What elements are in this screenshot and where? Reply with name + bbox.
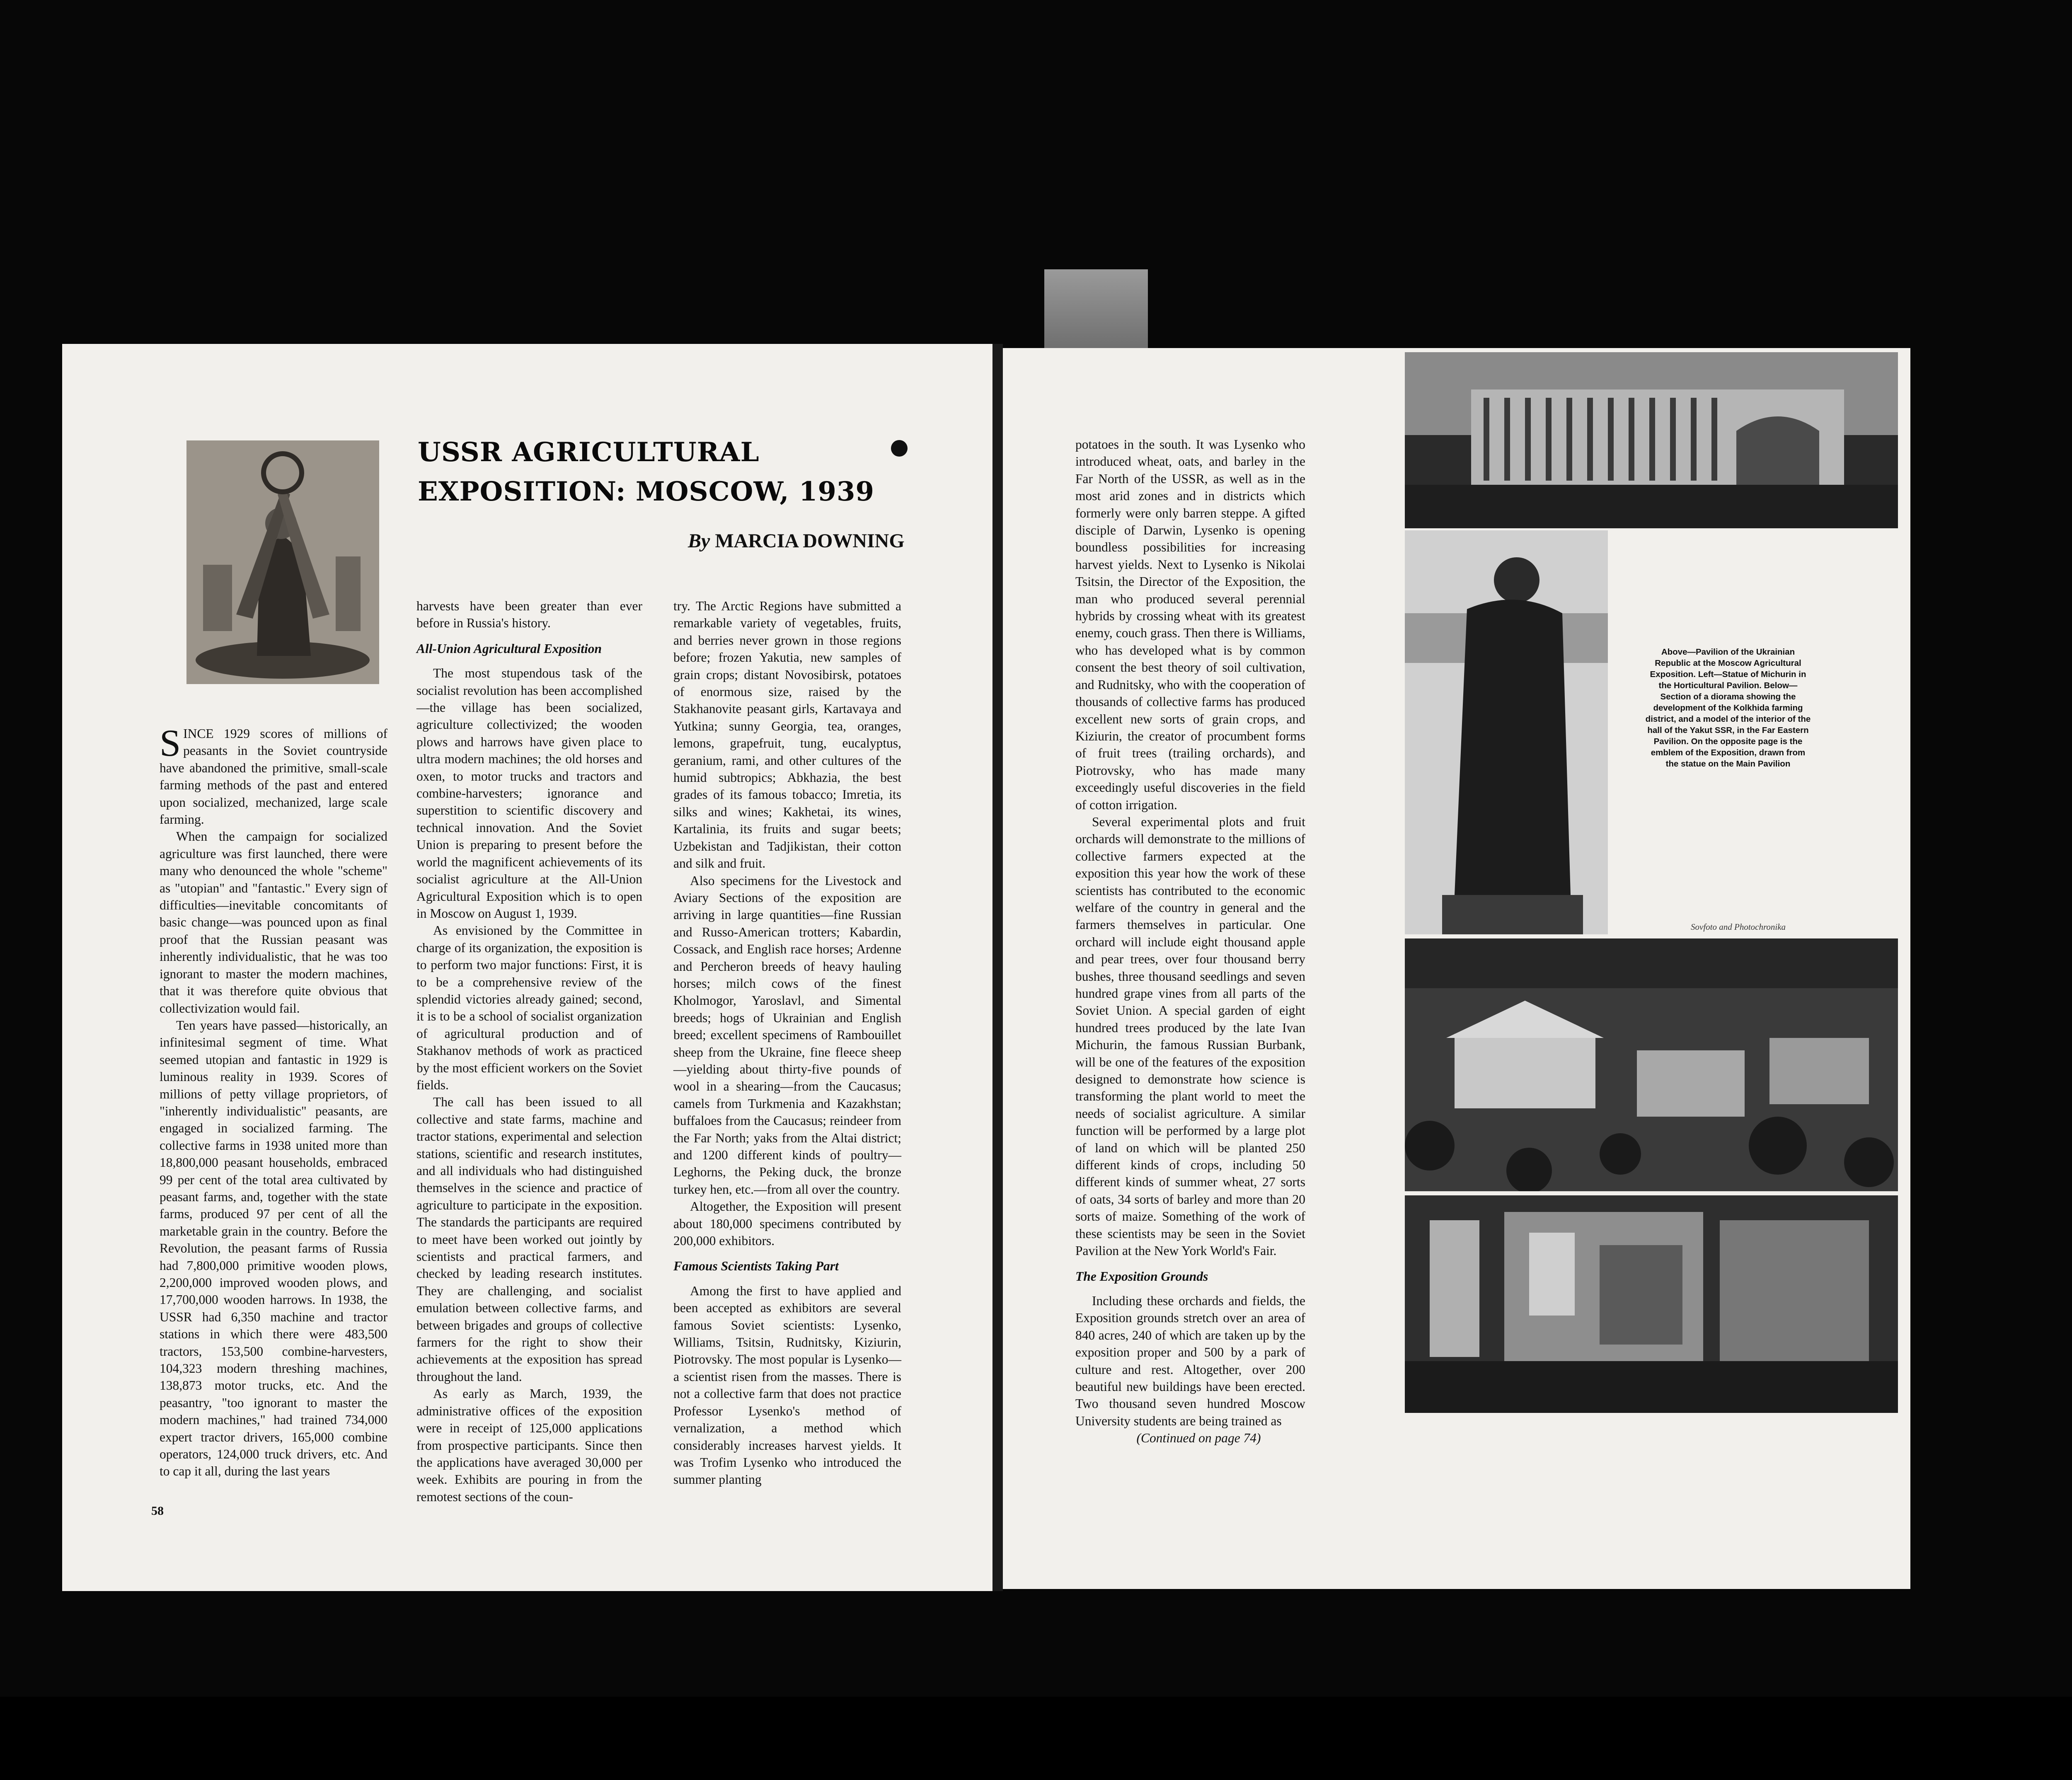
subheading: All-Union Agricultural Exposition xyxy=(416,641,602,656)
paragraph: harvests have been greater than ever before in Russia's history. xyxy=(416,599,642,631)
title-bullet xyxy=(891,440,908,457)
paragraph: Including these orchards and fields, the Exposition grounds stretch over an area of 840 acres, 240 of which are taken up by the exposition proper and 500 by a park of culture and rest. Altogether, over 200 beautiful new buildings have been erected. Two thousand seven hundred Moscow University students are being trained as xyxy=(1075,1293,1305,1428)
photo-credit: Sovfoto and Photochronika xyxy=(1691,922,1786,932)
paragraph: Among the first to have applied and been accepted as exhibitors are several famous Soviet scientists: Lysenko, Williams, Tsitsin, Rudnitsky, Kiziurin, Piotrovsky. The most popular is Lysenko—a scientist risen from the masses. There is not a collective farm that does not practice Professor Lysenko's method of vernalization, a method which considerably increases harvest yields. It was Trofim Lysenko who introduced the summer planting xyxy=(673,1283,901,1487)
paragraph: Also specimens for the Livestock and Aviary Sections of the exposition are arriving in large quantities—fine Russian and Russo-American trotters; Kabardin, Cossack, and English race horses; Ardenne and Percheron breeds of heavy hauling horses; milch cows of the finest Kholmogor, Yaroslavl, and Simental breeds; hogs of Ukrainian and English breed; excellent specimens of Rambouillet sheep from the Ukraine, fine fleece sheep—yielding about thirty-five pounds of wool in a shearing—from the Caucasus; camels from Turkmenia and Kazakhstan; buffaloes from the Caucasus; reindeer from the Far North; yaks from the Altai district; and 1200 different kinds of poultry—Leghorns, the Peking duck, the bronze turkey hen, etc.—from all over the country. xyxy=(673,873,901,1197)
yakut-hall-photo xyxy=(1405,1195,1898,1413)
paragraph: INCE 1929 scores of millions of peasants in the Soviet countryside have abandoned the primitive, small-scale farming methods of the past and entered upon socialized, mechanized, large scale farming. xyxy=(160,726,387,827)
page-gutter xyxy=(992,344,1003,1591)
paragraph: When the campaign for socialized agriculture was first launched, there were many who denounced the whole "scheme" as "utopian" and "fantastic." Every sign of difficulties—inevitable concomitants of basic change—was pounced upon as final proof that the Russian peasant was inherently individualistic, that he was too ignorant to master the modern machines, that it was therefore quite obvious that collectivization would fail. xyxy=(160,829,387,1016)
paragraph: Several experimental plots and fruit orchards will demonstrate to the millions of collective farmers expected at the exposition this year how the work of these scientists has contributed to the economic welfare of the country in general and the farmers themselves in particular. One orchard will include eight thousand apple and pear trees, over four thousand berry bushes, three thousand seedlings and seven hundred grape vines from all parts of the Soviet Union. A special garden of eight hundred trees produced by the late Ivan Michurin, the famous Russian Burbank, will be one of the features of the exposition designed to demonstrate how science is transforming the plant world to meet the needs of socialist agriculture. A similar function will be performed by a large plot of land on which will be planted 250 different kinds of crops, including 50 different kinds of summer wheat, 27 sorts of oats, 34 sorts of barley and more than 20 sorts of maize. Something of the work of these scientists may be seen in the Soviet Pavilion at the New York World's Fair. xyxy=(1075,814,1305,1258)
film-border xyxy=(0,1697,2072,1780)
article-title xyxy=(418,433,956,511)
paragraph: try. The Arctic Regions have submitted a remarkable variety of vegetables, fruits, and berries never grown in those regions before; frozen Yakutia, new samples of grain crops; distant Novosibirsk, potatoes of enormous size, raised by the Stakhanovite peasant girls, Kartavaya and Yutkina; sunny Georgia, tea, oranges, lemons, grapefruit, tung, eucalyptus, geranium, rami, and other cultures of the humid subtropics; Abkhazia, the best grades of its famous tobacco; Imretia, its silks and wines; Kakhetai, its wines, Kartalinia, its fruits and sugar beets; Uzbekistan and Tadjikistan, their cotton and silk and fruit. xyxy=(673,599,901,871)
title-line-1: USSR AGRICULTURAL xyxy=(418,437,760,468)
article-byline xyxy=(688,530,905,552)
drop-cap: S xyxy=(160,722,181,764)
paragraph: The call has been issued to all collective and state farms, machine and tractor stations, experimental and selection stations, scientific and research institutes, and all individuals who had distinguished themselves in the science and practice of agriculture to participate in the exposition. The standards the participants are required to meet have been worked out jointly by scientists and practical farmers, and checked by leading research institutes. They are challenging, and socialist emulation between collective farms, and between brigades and groups of collective farmers for the right to show their achievements at the exposition has spread throughout the land. xyxy=(416,1095,642,1384)
subheading: Famous Scientists Taking Part xyxy=(673,1259,839,1274)
page-number: 58 xyxy=(151,1504,164,1518)
column-4 xyxy=(1075,436,1305,1447)
statue-photo xyxy=(1405,530,1608,934)
title-line-2: EXPOSITION: MOSCOW, 1939 xyxy=(418,476,874,507)
magazine-page-left xyxy=(62,344,992,1591)
paragraph: The most stupendous task of the socialist revolution has been accomplished—the village has been socialized, agriculture collectivized; the wooden plows and harrows have given place to ultra modern machines; the old horses and oxen, to motor trucks and tractors and combine-harvesters; ignorance and superstition to scientific discovery and technical innovation. And the Soviet Union is preparing to present before the world the magnificent achievements of its socialist agriculture at the All-Union Agricultural Exposition which is to open in Moscow on August 1, 1939. xyxy=(416,666,642,921)
byline-name: MARCIA DOWNING xyxy=(715,530,905,552)
magazine-page-right xyxy=(1003,348,1910,1589)
paragraph: potatoes in the south. It was Lysenko who introduced wheat, oats, and barley in the Far North of the USSR, as well as in the most arid zones and in districts which formerly were only barren steppe. A gifted disciple of Darwin, Lysenko is opening boundless possibilities for increasing harvest yields. Next to Lysenko is Nikolai Tsitsin, the Director of the Exposition, the man who produced several perennial hybrids by crossing wheat with its greatest enemy, couch grass. Then there is Williams, who has developed what is by common consent the best theory of soil cultivation, and Rudnitsky, who with the cooperation of thousands of collective farms has produced excellent new sorts of grain crops, and Kiziurin, the creator of procumbent forms of fruit trees (trailing orchards), and Piotrovsky, who has made many exceedingly useful discoveries in the field of cotton irrigation. xyxy=(1075,437,1305,812)
paragraph: Altogether, the Exposition will present about 180,000 specimens contributed by 200,000 exhibitors. xyxy=(673,1199,901,1248)
adhesive-tape xyxy=(1044,269,1148,352)
paragraph: As early as March, 1939, the administrative offices of the exposition were in receipt of 125,000 applications from prospective participants. Since then the applications have averaged 30,000 per week. Exhibits are pouring in from the remotest sections of the coun- xyxy=(416,1386,642,1504)
pavilion-photo xyxy=(1405,352,1898,528)
column-3 xyxy=(673,597,901,1488)
emblem-illustration xyxy=(186,440,379,684)
byline-prefix: By xyxy=(688,530,710,552)
diorama-photo xyxy=(1405,938,1898,1191)
continued-note: (Continued on page 74) xyxy=(1136,1431,1261,1446)
column-2 xyxy=(416,597,642,1505)
paragraph: Ten years have passed—historically, an infinitesimal segment of time. What seemed utopian and fantastic in 1929 is luminous reality in 1939. Scores of millions of petty village proprietors, of "inherently individualistic" peasants, are engaged in socialized farming. The collective farms in 1938 united more than 18,800,000 peasant households, embraced 99 per cent of the total area cultivated by peasant farms, and, together with the state farms, produced 97 per cent of all the marketable grain in the country. Before the Revolution, the peasant farms of Russia had 7,800,000 primitive wooden plows, 2,200,000 improved wooden plows, and 17,700,000 wooden harrows. In 1938, the USSR had 6,350 machine and tractor stations in which there were 483,500 tractors, 153,500 combine-harvesters, 104,323 modern threshing machines, 138,873 motor trucks, etc. And the peasantry, "too ignorant to master the modern machines," had trained 734,000 expert tractor drivers, 165,000 combine operators, 124,000 truck drivers, etc. And to cap it all, during the last years xyxy=(160,1018,387,1479)
paragraph: As envisioned by the Committee in charge of its organization, the exposition is to perform two major functions: First, it is to be a comprehensive review of the splendid victories already gained; second, it is to be a school of socialist organization of agricultural production and of Stakhanov methods of work as practiced by the most efficient workers on the Soviet fields. xyxy=(416,923,642,1092)
column-1 xyxy=(160,722,387,1480)
subheading: The Exposition Grounds xyxy=(1075,1269,1208,1284)
photo-caption: Above—Pavilion of the Ukrainian Republic at the Moscow Agricultural Exposition. Left—Statue of Michurin in the Horticultural Pavilion. Below—Section of a diorama showing the development of the Kolkhida farming district, and a model of the interior of the hall of the Yakut SSR, in the Far Eastern Pavilion. On the opposite page is the emblem of the Exposition, drawn from the statue on the Main Pavilion xyxy=(1645,647,1811,769)
